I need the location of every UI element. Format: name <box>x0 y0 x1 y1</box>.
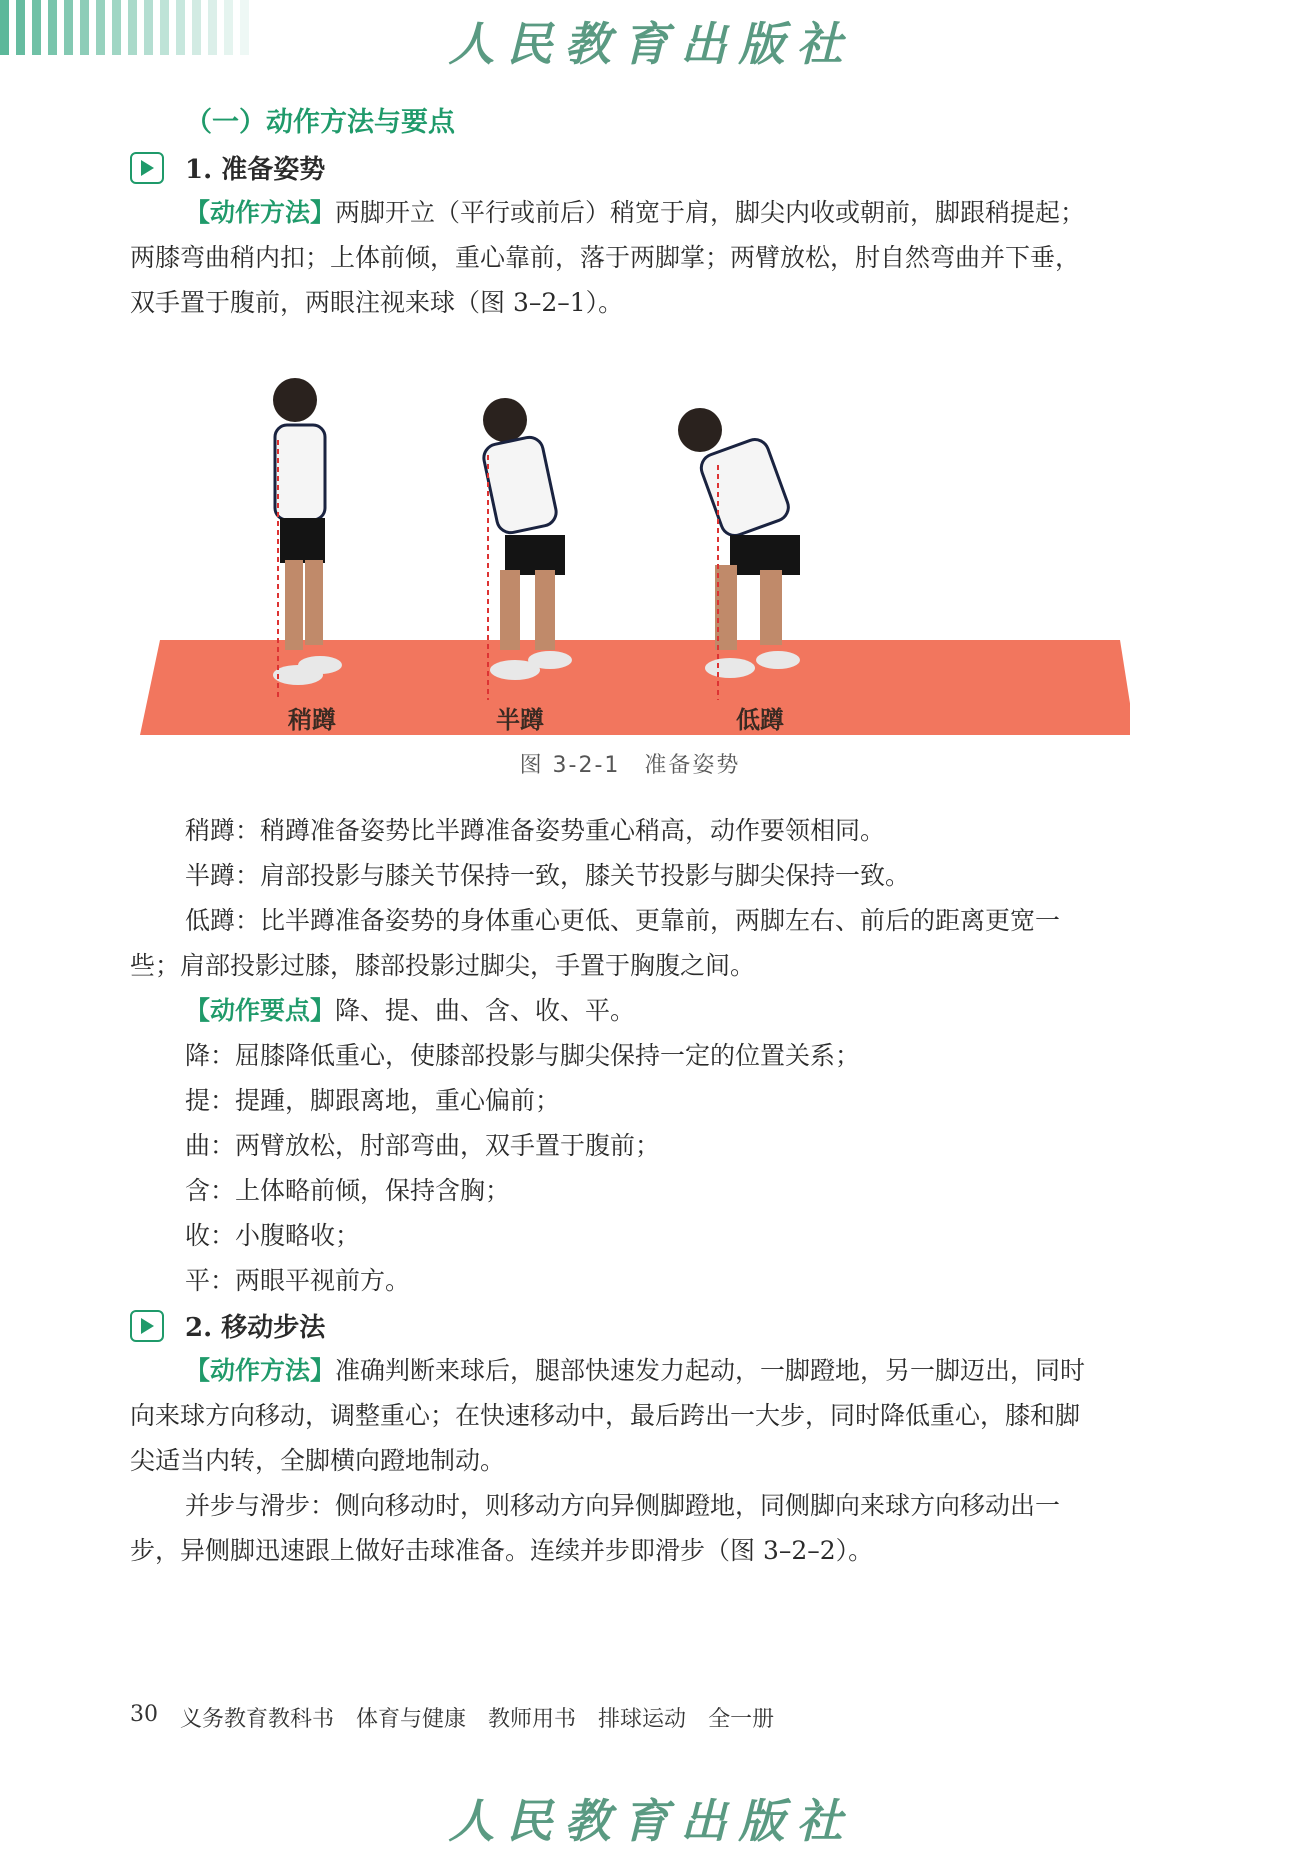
footer-book-type: 教师用书 <box>488 1707 577 1732</box>
footer-subject: 体育与健康 <box>356 1707 467 1732</box>
label-low-squat: 低蹲 <box>736 706 784 734</box>
step-2-para-cont: 步，异侧脚迅速跟上做好击球准备。连续并步即滑步（图 3–2–2）。 <box>130 1536 874 1565</box>
page-number: 30 <box>130 1702 158 1727</box>
method-tag: 【动作方法】 <box>185 1356 336 1385</box>
pose-desc-di-cont: 些；肩部投影过膝，膝部投影过脚尖，手置于胸腹之间。 <box>130 951 756 980</box>
page-footer <box>130 1702 774 1733</box>
key-point-item: 提：提踵，脚跟离地，重心偏前； <box>185 1086 561 1115</box>
pose-desc-di: 低蹲：比半蹲准备姿势的身体重心更低、更靠前，两脚左右、前后的距离更宽一 <box>185 906 1061 935</box>
figure-caption: 图 3-2-1 准备姿势 <box>519 753 741 778</box>
step-2-method-line: 尖适当内转，全脚横向蹬地制动。 <box>130 1446 506 1475</box>
step-1-method-line: 【动作方法】两脚开立（平行或前后）稍宽于肩，脚尖内收或朝前，脚跟稍提起； <box>185 198 1086 227</box>
pose-desc-shao: 稍蹲：稍蹲准备姿势比半蹲准备姿势重心稍高，动作要领相同。 <box>185 816 886 845</box>
step-2-para: 并步与滑步：侧向移动时，则移动方向异侧脚蹬地，同侧脚向来球方向移动出一 <box>185 1491 1061 1520</box>
key-point-item: 平：两眼平视前方。 <box>185 1266 411 1295</box>
step-1-title: 1. 准备姿势 <box>185 155 326 185</box>
play-icon[interactable] <box>130 152 164 184</box>
step-2-method-line: 【动作方法】准确判断来球后，腿部快速发力起动，一脚蹬地，另一脚迈出，同时 <box>185 1356 1086 1385</box>
key-points-summary: 【动作要点】降、提、曲、含、收、平。 <box>185 996 636 1025</box>
label-half-squat: 半蹲 <box>496 706 544 734</box>
play-icon[interactable] <box>130 1310 164 1342</box>
step-1-method-line: 两膝弯曲稍内扣；上体前倾，重心靠前，落于两脚掌；两臂放松，肘自然弯曲并下垂， <box>130 243 1081 272</box>
footer-series: 义务教育教科书 <box>180 1707 335 1732</box>
publisher-logo-bottom: 人民教育出版社 <box>448 1794 855 1848</box>
footer-topic: 排球运动 <box>598 1707 687 1732</box>
step-2-title: 2. 移动步法 <box>185 1313 326 1343</box>
step-1-heading <box>130 145 1130 190</box>
method-tag: 【动作方法】 <box>185 198 336 227</box>
label-slight-squat: 稍蹲 <box>288 706 336 734</box>
key-point-item: 曲：两臂放松，肘部弯曲，双手置于腹前； <box>185 1131 661 1160</box>
pose-desc-ban: 半蹲：肩部投影与膝关节保持一致，膝关节投影与脚尖保持一致。 <box>185 861 911 890</box>
key-point-item: 降：屈膝降低重心，使膝部投影与脚尖保持一定的位置关系； <box>185 1041 861 1070</box>
step-2-heading <box>130 1303 1130 1348</box>
footer-volume: 全一册 <box>708 1707 775 1732</box>
ready-posture-figure <box>130 370 1130 740</box>
section-title: （一）动作方法与要点 <box>185 107 455 138</box>
step-2-method-line: 向来球方向移动，调整重心；在快速移动中，最后跨出一大步，同时降低重心，膝和脚 <box>130 1401 1081 1430</box>
key-point-item: 含：上体略前倾，保持含胸； <box>185 1176 511 1205</box>
publisher-logo: 人民教育出版社 <box>448 17 855 71</box>
step-1-method-line: 双手置于腹前，两眼注视来球（图 3–2–1）。 <box>130 288 624 317</box>
key-points-tag: 【动作要点】 <box>185 996 336 1025</box>
key-point-item: 收：小腹略收； <box>185 1221 361 1250</box>
